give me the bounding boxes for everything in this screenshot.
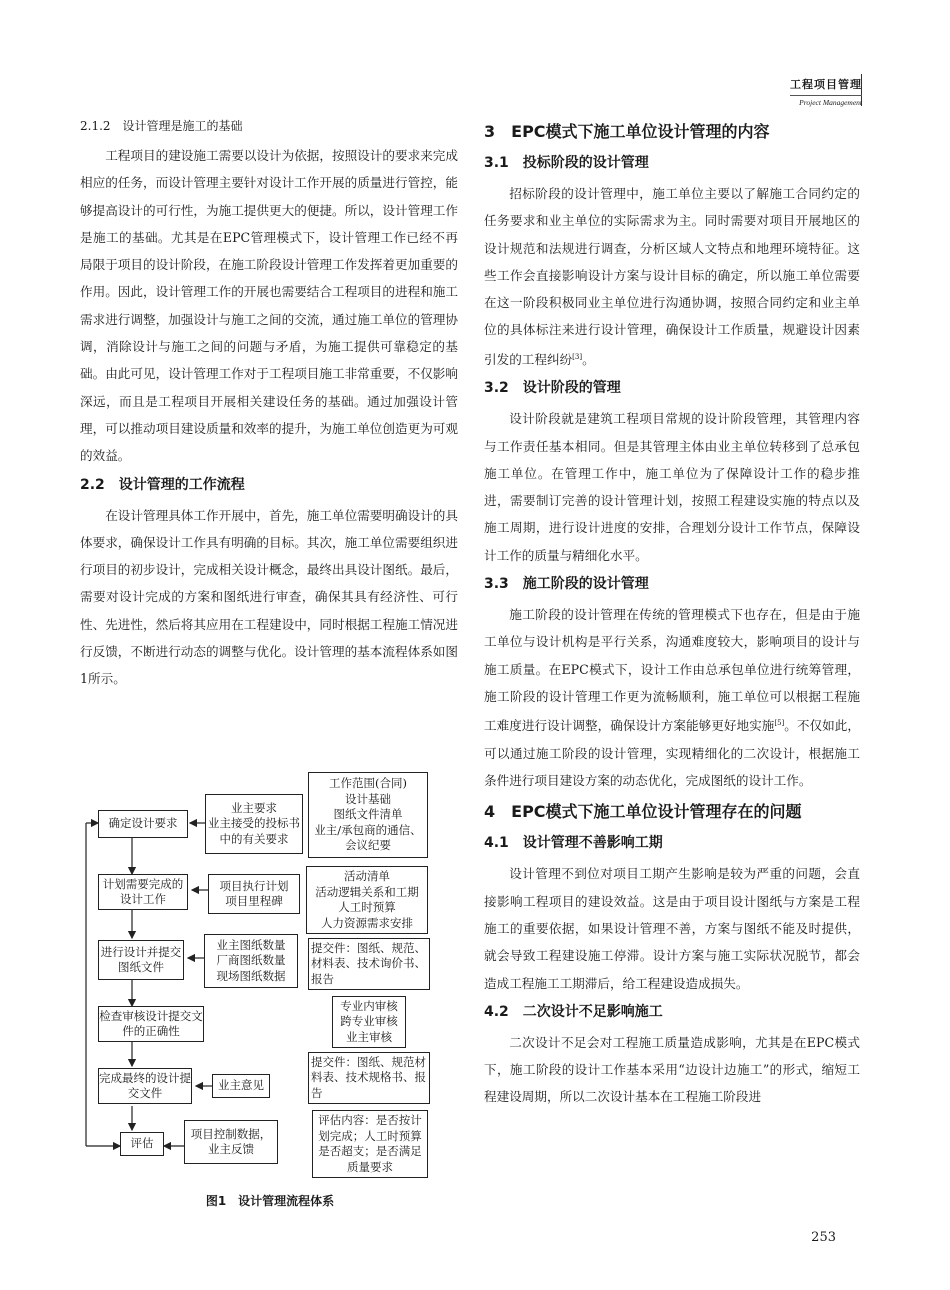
section-4-heading: 4 EPC模式下施工单位设计管理存在的问题 [484,802,802,822]
flow-step: 完成最终的设计提交文件 [98,1068,192,1104]
flowchart-figure [80,766,460,1206]
section-3-heading: 3 EPC模式下施工单位设计管理的内容 [484,122,770,141]
flow-step: 检查审核设计提交文件的正确性 [98,1006,204,1042]
journal-title: 工程项目管理 [790,78,862,91]
running-header [790,76,862,107]
flow-note: 活动清单 活动逻辑关系和工期 人工时预算 人力资源需求安排 [306,866,428,934]
flow-note: 提交件：图纸、规范材料表、技术规格书、报告 [308,1052,430,1104]
figure-caption: 图1 设计管理流程体系 [205,1194,335,1208]
left-column [80,114,458,693]
flow-note: 提交件：图纸、规范、材料表、技术询价书、报告 [308,938,430,990]
section-2-2-heading: 2.2 设计管理的工作流程 [80,476,245,493]
paragraph: 二次设计不足会对工程施工质量造成影响，尤其是在EPC模式下，施工阶段的设计工作基本采用“边设计边施工”的形式，缩短工程建设周期，所以二次设计基本在工程施工阶段进 [484,1034,860,1105]
flow-step: 评估 [120,1132,164,1156]
flow-step: 进行设计并提交图纸文件 [98,940,184,980]
flow-input: 业主图纸数量 厂商图纸数量 现场图纸数据 [204,934,298,988]
right-column [484,114,860,1111]
page-number: 253 [811,1230,836,1245]
flow-input: 项目执行计划 项目里程碑 [208,874,300,914]
section-3-2-heading: 3.2 设计阶段的管理 [484,380,621,397]
flow-step: 确定设计要求 [98,810,188,838]
flow-note: 工作范围(合同) 设计基础 图纸文件清单 业主/承包商的通信、会议纪要 [308,772,428,858]
flow-input: 项目控制数据， 业主反馈 [184,1120,278,1164]
section-3-1-heading: 3.1 投标阶段的设计管理 [484,155,649,171]
journal-subtitle: Project Management [790,95,862,107]
section-3-3-heading: 3.3 施工阶段的设计管理 [484,576,649,593]
flow-input: 业主要求 业主接受的投标书中的有关要求 [205,794,303,854]
paragraph: 在设计管理具体工作开展中，首先，施工单位需要明确设计的具体要求，确保设计工作具有明确的目标。其次，施工单位需要组织进行项目的初步设计，完成相关设计概念，最终出具设计图纸。最后，需要对设计完成的方案和图纸进行审查，确保其具有经济性、可行性、先进性，然后将其应用在工程建设中，同时根据工程施工情况进行反馈，不断进行动态的调整与优化。设计管理的基本流程体系如图1所示。 [80,507,458,687]
flow-step: 计划需要完成的设计工作 [98,874,188,910]
flow-note: 评估内容：是否按计划完成；人工时预算是否超支；是否满足质量要求 [312,1110,428,1178]
paragraph: 设计阶段就是建筑工程项目常规的设计阶段管理，其管理内容与工作责任基本相同。但是其管理主体由业主单位转移到了总承包施工单位。在管理工作中，施工单位为了保障设计工作的稳步推进，需要制订完善的设计管理计划，按照工程建设实施的特点以及施工周期，进行设计进度的安排，合理划分设计工作节点，保障设计工作的质量与精细化水平。 [484,411,860,563]
paragraph: 招标阶段的设计管理中，施工单位主要以了解施工合同约定的任务要求和业主单位的实际需求为主。同时需要对项目开展地区的设计规范和法规进行调查，分析区域人文特点和地理环境特征。这些工作会直接影响设计方案与设计目标的确定，所以施工单位需要在这一阶段积极同业主单位进行沟通协调，按照合同约定和业主单位的具体标注来进行设计管理，确保设计工作质量，规避设计因素引发的工程纠纷[3]。 [484,186,860,367]
section-4-2-heading: 4.2 二次设计不足影响施工 [484,1003,663,1020]
section-4-1-heading: 4.1 设计管理不善影响工期 [484,835,663,852]
flow-note: 专业内审核 跨专业审核 业主审核 [332,996,406,1048]
paragraph: 施工阶段的设计管理在传统的管理模式下也存在，但是由于施工单位与设计机构是平行关系，沟通难度较大，影响项目的设计与施工质量。在EPC模式下，设计工作由总承包单位进行统筹管理，施工阶段的设计管理工作更为流畅顺利，施工单位可以根据工程施工难度进行设计调整，确保设计方案能够更好地实施[5]。不仅如此，可以通过施工阶段的设计管理，实现精细化的二次设计，根据施工条件进行项目建设方案的动态优化，完成图纸的设计工作。 [484,607,861,789]
flow-input: 业主意见 [212,1074,270,1098]
section-2-1-2-heading: 2.1.2 设计管理是施工的基础 [80,119,243,133]
paragraph: 工程项目的建设施工需要以设计为依据，按照设计的要求来完成相应的任务，而设计管理主要针对设计工作开展的质量进行管控，能够提高设计的可行性，为施工提供更大的便捷。所以，设计管理工作是施工的基础。尤其是在EPC管理模式下，设计管理工作已经不再局限于项目的设计阶段，在施工阶段设计管理工作发挥着更加重要的作用。因此，设计管理工作的开展也需要结合工程项目的进程和施工需求进行调整，加强设计与施工之间的交流，通过施工单位的管理协调，消除设计与施工之间的问题与矛盾，为施工提供可靠稳定的基础。由此可见，设计管理工作对于工程项目施工非常重要，不仅影响深远，而且是工程项目开展相关建设任务的基础。通过加强设计管理，可以推动项目建设质量和效率的提升，为施工单位创造更为可观的效益。 [80,148,458,464]
paragraph: 设计管理不到位对项目工期产生影响是较为严重的问题，会直接影响工程项目的建设效益。这是由于项目设计图纸与方案是工程施工的重要依据，如果设计管理不善，方案与图纸不能及时提供，就会导致工程建设施工停滞。设计方案与施工实际状况脱节，都会造成工程施工工期滞后，给工程建设造成损失。 [484,866,860,991]
